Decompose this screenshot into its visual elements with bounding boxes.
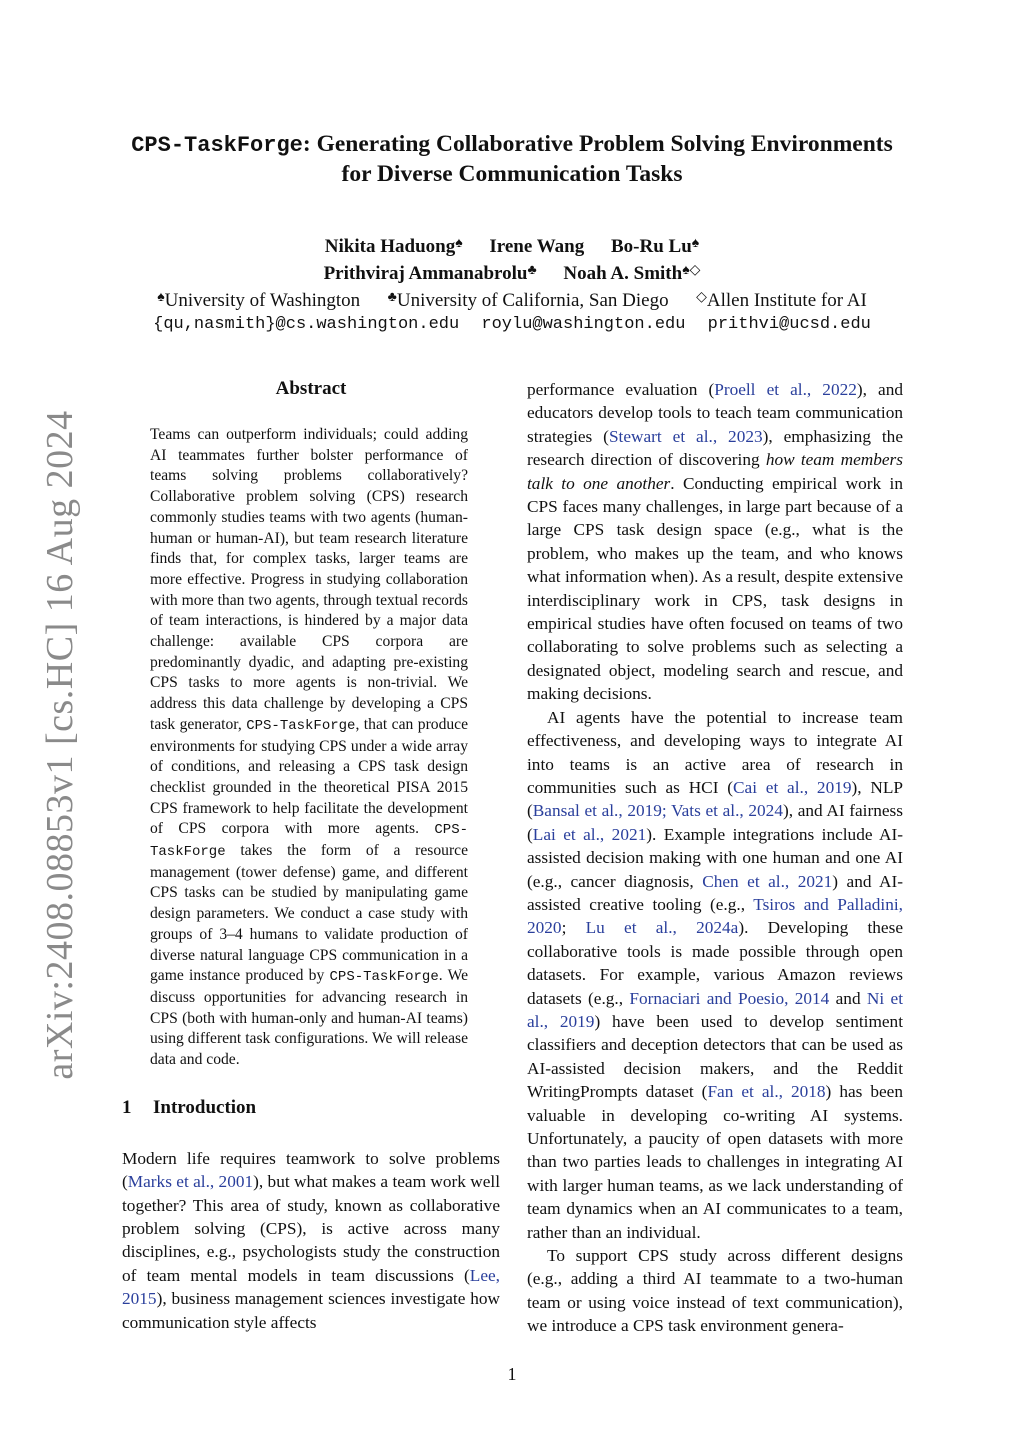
arxiv-identifier: arXiv:2408.08853v1 [cs.HC] 16 Aug 2024: [39, 410, 81, 1080]
author-line-1: Nikita Haduong♠ Irene Wang Bo-Ru Lu♠: [324, 236, 700, 257]
citation-link[interactable]: Lai et al., 2021: [532, 824, 647, 844]
left-column: [122, 378, 500, 1334]
citation-link[interactable]: Proell et al., 2022: [714, 380, 857, 399]
system-name: CPS-TaskForge: [246, 717, 356, 734]
affiliation: University of California, San Diego: [396, 290, 669, 311]
email: {qu,nasmith}@cs.washington.edu: [153, 315, 460, 334]
intro-paragraph: Modern life requires teamwork to solve problems (Marks et al., 2001), but what makes a team work well together? This area of study, known as collaborative problem solving (CPS), is active across many disciplines, e.g., psychologists study the construction of team mental models in team discussions (Lee, 2015), business management sciences investigate how communication style affects: [122, 1148, 500, 1332]
intro-paragraph-continued: performance evaluation (Proell et al., 2022), and educators develop tools to teach team communication strategies (Stewart et al., 2023), emphasizing the research direction of discovering how team members talk to one another. Conducting empirical work in CPS faces many challenges, in large part because of a large CPS task design space (e.g., what is the problem, who makes up the team, and who knows what information when). As a result, despite extensive interdisciplinary work in CPS, task designs in empirical studies have often focused on teams of two collaborating to solve problems such as selecting a designated object, modeling search and rescue, and making decisions.: [527, 380, 904, 704]
system-name: CPS-TaskForge: [150, 822, 468, 861]
author-name: Prithviraj Ammanabrolu: [323, 263, 528, 284]
author-name: Bo-Ru Lu: [610, 236, 692, 257]
page-number: 1: [507, 1364, 517, 1384]
paper-header: [0, 130, 1024, 337]
email: prithvi@ucsd.edu: [707, 315, 871, 334]
citation-link[interactable]: Fan et al., 2018: [707, 1082, 826, 1102]
abstract-heading: Abstract: [275, 378, 347, 399]
affiliation: University of Washington: [164, 290, 361, 311]
citation-link[interactable]: Tsiros and Palladini, 2020: [527, 894, 903, 938]
citation-link[interactable]: Marks et al., 2001: [127, 1172, 254, 1192]
system-name: CPS-TaskForge: [329, 969, 439, 986]
author-name: Noah A. Smith: [563, 263, 683, 284]
intro-paragraph-cps-support: To support CPS study across different designs (e.g., adding a third AI teammate to a two-human team or using voice instead of text communication), we introduce a CPS task environment genera-: [527, 1246, 903, 1336]
citation-link[interactable]: Chen et al., 2021: [702, 871, 833, 891]
email: roylu@washington.edu: [481, 315, 686, 334]
section-number: 1: [122, 1096, 132, 1118]
author-line-2: Prithviraj Ammanabrolu♣ Noah A. Smith♠◇: [323, 263, 701, 284]
emphasized-phrase: how team members talk to one another: [527, 450, 904, 493]
right-column: [527, 378, 903, 1338]
section-heading-introduction: 1 Introduction: [122, 1096, 257, 1118]
title-system-name: CPS-TaskForge: [131, 133, 303, 158]
author-emails: [0, 313, 1024, 337]
affiliations: ♠University of Washington ♣University of California, San Diego ◇Allen Institute for AI: [157, 290, 867, 311]
abstract-body: Teams can outperform individuals; could adding AI teammates further bolster performance of teams solving problems collaboratively? Collaborative problem solving (CPS) research commonly studies teams with two agents (human-human or human-AI), but team research literature finds that, for complex tasks, larger teams are more effective. Progress in studying collaboration with more than two agents, through textual records of team interactions, is hindered by a major data challenge: available CPS corpora are predominantly dyadic, and adapting pre-existing CPS tasks to more agents is non-trivial. We address this data challenge by developing a CPS task generator, CPS-TaskForge, that can produce environments for studying CPS under a wide array of conditions, and releasing a CPS task design checklist grounded in the theoretical PISA 2015 CPS framework to help facilitate the development of CPS corpora with more agents. CPS-TaskForge takes the form of a resource management (tower defense) game, and different CPS tasks can be studied by manipulating game design parameters. We conduct a case study with groups of 3–4 humans to validate production of diverse natural language CPS communication in a game instance produced by CPS-TaskForge. We discuss opportunities for advancing research in CPS (both with human-only and human-AI teams) using different task configurations. We will release data and code.: [150, 426, 469, 1069]
citation-link[interactable]: Lu et al., 2024a: [585, 918, 739, 938]
citation-link[interactable]: Stewart et al., 2023: [608, 426, 763, 446]
citation-link[interactable]: Ni et al., 2019: [527, 988, 904, 1031]
author-name: Nikita Haduong: [324, 236, 456, 257]
intro-paragraph-ai-agents: AI agents have the potential to increase team effectiveness, and developing ways to integrate AI into teams is an active area of research in communities such as HCI (Cai et al., 2019), NLP (Bansal et al., 2019; Vats et al., 2024), and AI fairness (Lai et al., 2021). Example integrations include AI-assisted decision making with one human and one AI (e.g., cancer diagnosis, Chen et al., 2021) and AI-assisted creative tooling (e.g., Tsiros and Palladini, 2020; Lu et al., 2024a). Developing these collaborative tools is made possible through open datasets. For example, various Amazon reviews datasets (e.g., Fornaciari and Poesio, 2014 and Ni et al., 2019) have been used to develop sentiment classifiers and deception detectors that can be used as AI-assisted decision makers, and the Reddit WritingPrompts dataset (Fan et al., 2018) has been valuable in developing co-writing AI systems. Unfortunately, a paucity of open datasets with more than two parties leads to challenges in integrating AI with larger human teams, as we lack understanding of team dynamics when an AI communicates to a team, rather than an individual.: [527, 707, 904, 1242]
affiliation: Allen Institute for AI: [706, 290, 867, 311]
author-list: [0, 232, 1024, 286]
citation-link[interactable]: Fornaciari and Poesio, 2014: [629, 988, 830, 1008]
author-name: Irene Wang: [489, 236, 585, 257]
citation-link[interactable]: Lee, 2015: [122, 1265, 500, 1309]
citation-link[interactable]: Cai et al., 2019: [733, 777, 852, 797]
paper-title: CPS-TaskForge: Generating Collaborative Problem Solving Environments for Diverse Communication Tasks: [131, 131, 893, 187]
citation-link[interactable]: Bansal et al., 2019; Vats et al., 2024: [532, 801, 783, 821]
